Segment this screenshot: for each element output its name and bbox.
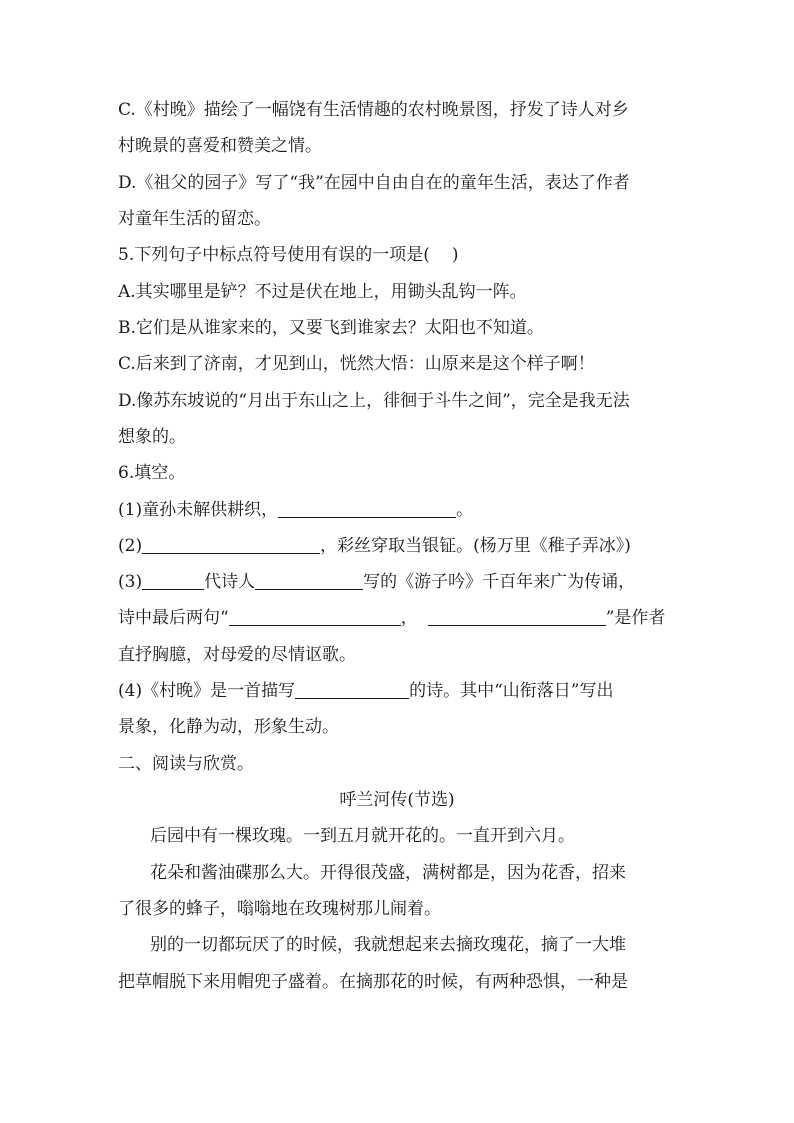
- q6-item-1-end: 。: [456, 500, 474, 520]
- fill-blank[interactable]: [428, 607, 606, 626]
- passage-paragraph-2-line-1: 花朵和酱油碟那么大。开得很茂盛，满树都是，因为花香，招来: [150, 863, 626, 883]
- question-5-text: 5.下列句子中标点符号使用有误的一项是(: [118, 245, 430, 265]
- q6-item-2-num: (2): [118, 536, 143, 556]
- q6-item-1-text: (1)童孙未解供耕织，: [118, 500, 279, 520]
- q5-option-a: A.其实哪里是铲？不过是伏在地上，用锄头乱钩一阵。: [118, 282, 527, 302]
- passage-paragraph-2-line-2: 了很多的蜂子，嗡嗡地在玫瑰树那儿闹着。: [118, 899, 441, 919]
- q6-item-3-text-c: 诗中最后两句“: [118, 608, 229, 628]
- fill-blank[interactable]: [142, 571, 204, 590]
- option-d-line-2: 对童年生活的留恋。: [118, 209, 271, 229]
- question-5: [118, 243, 459, 267]
- q6-item-3-line-3: 直抒胸臆，对母爱的尽情讴歌。: [118, 645, 356, 665]
- fill-blank[interactable]: [255, 571, 363, 590]
- q6-item-4-text-b: 的诗。其中“山衔落日”写出: [409, 681, 614, 701]
- fill-blank[interactable]: [295, 680, 409, 699]
- q6-item-2: [118, 534, 631, 558]
- q5-option-c: C.后来到了济南，才见到山，恍然大悟：山原来是这个样子啊！: [118, 354, 595, 374]
- q6-item-2-text: ，彩丝穿取当银钲。(杨万里《稚子弄冰》): [320, 536, 631, 556]
- question-6: 6.填空。: [118, 463, 186, 483]
- section-heading: 二、阅读与欣赏。: [118, 754, 254, 774]
- q6-item-1: [118, 498, 473, 522]
- option-c-line-2: 村晚景的喜爱和赞美之情。: [118, 136, 322, 156]
- q5-option-d-line-2: 想象的。: [118, 427, 186, 447]
- fill-blank[interactable]: [229, 607, 401, 626]
- passage-title: 呼兰河传(节选): [339, 790, 455, 810]
- fill-blank[interactable]: [142, 535, 320, 554]
- q6-item-3-line-2: [118, 606, 665, 630]
- q5-option-b: B.它们是从谁家来的，又要飞到谁家去？太阳也不知道。: [118, 318, 544, 338]
- q5-option-d-line-1: D.像苏东坡说的“月出于东山之上，徘徊于斗牛之间”，完全是我无法: [118, 391, 630, 411]
- q6-item-3-text-e: ”是作者: [605, 608, 666, 628]
- q6-item-3-num: (3): [118, 572, 143, 592]
- q6-item-3-text-a: 代诗人: [204, 572, 256, 592]
- q6-item-3-text-b: 写的《游子吟》千百年来广为传诵，: [363, 572, 636, 592]
- option-d-line-1: D.《祖父的园子》写了“我”在园中自由自在的童年生活，表达了作者: [118, 173, 630, 193]
- option-c-line-1: C.《村晚》描绘了一幅饶有生活情趣的农村晚景图，抒发了诗人对乡: [118, 100, 629, 120]
- passage-paragraph-3-line-2: 把草帽脱下来用帽兜子盛着。在摘那花的时候，有两种恐惧，一种是: [118, 972, 628, 992]
- q6-item-4-line-2: 景象，化静为动，形象生动。: [118, 717, 339, 737]
- fill-blank[interactable]: [278, 499, 456, 518]
- q6-item-3-text-d: ，: [400, 608, 418, 628]
- q6-item-4-line-1: [118, 679, 613, 703]
- q6-item-3-line-1: [118, 570, 635, 594]
- passage-paragraph-1: 后园中有一棵玫瑰。一到五月就开花的。一直开到六月。: [150, 826, 575, 846]
- passage-paragraph-3-line-1: 别的一切都玩厌了的时候，我就想起来去摘玫瑰花，摘了一大堆: [150, 935, 626, 955]
- q6-item-4-text-a: (4)《村晚》是一首描写: [118, 681, 296, 701]
- question-5-close: ): [451, 245, 459, 265]
